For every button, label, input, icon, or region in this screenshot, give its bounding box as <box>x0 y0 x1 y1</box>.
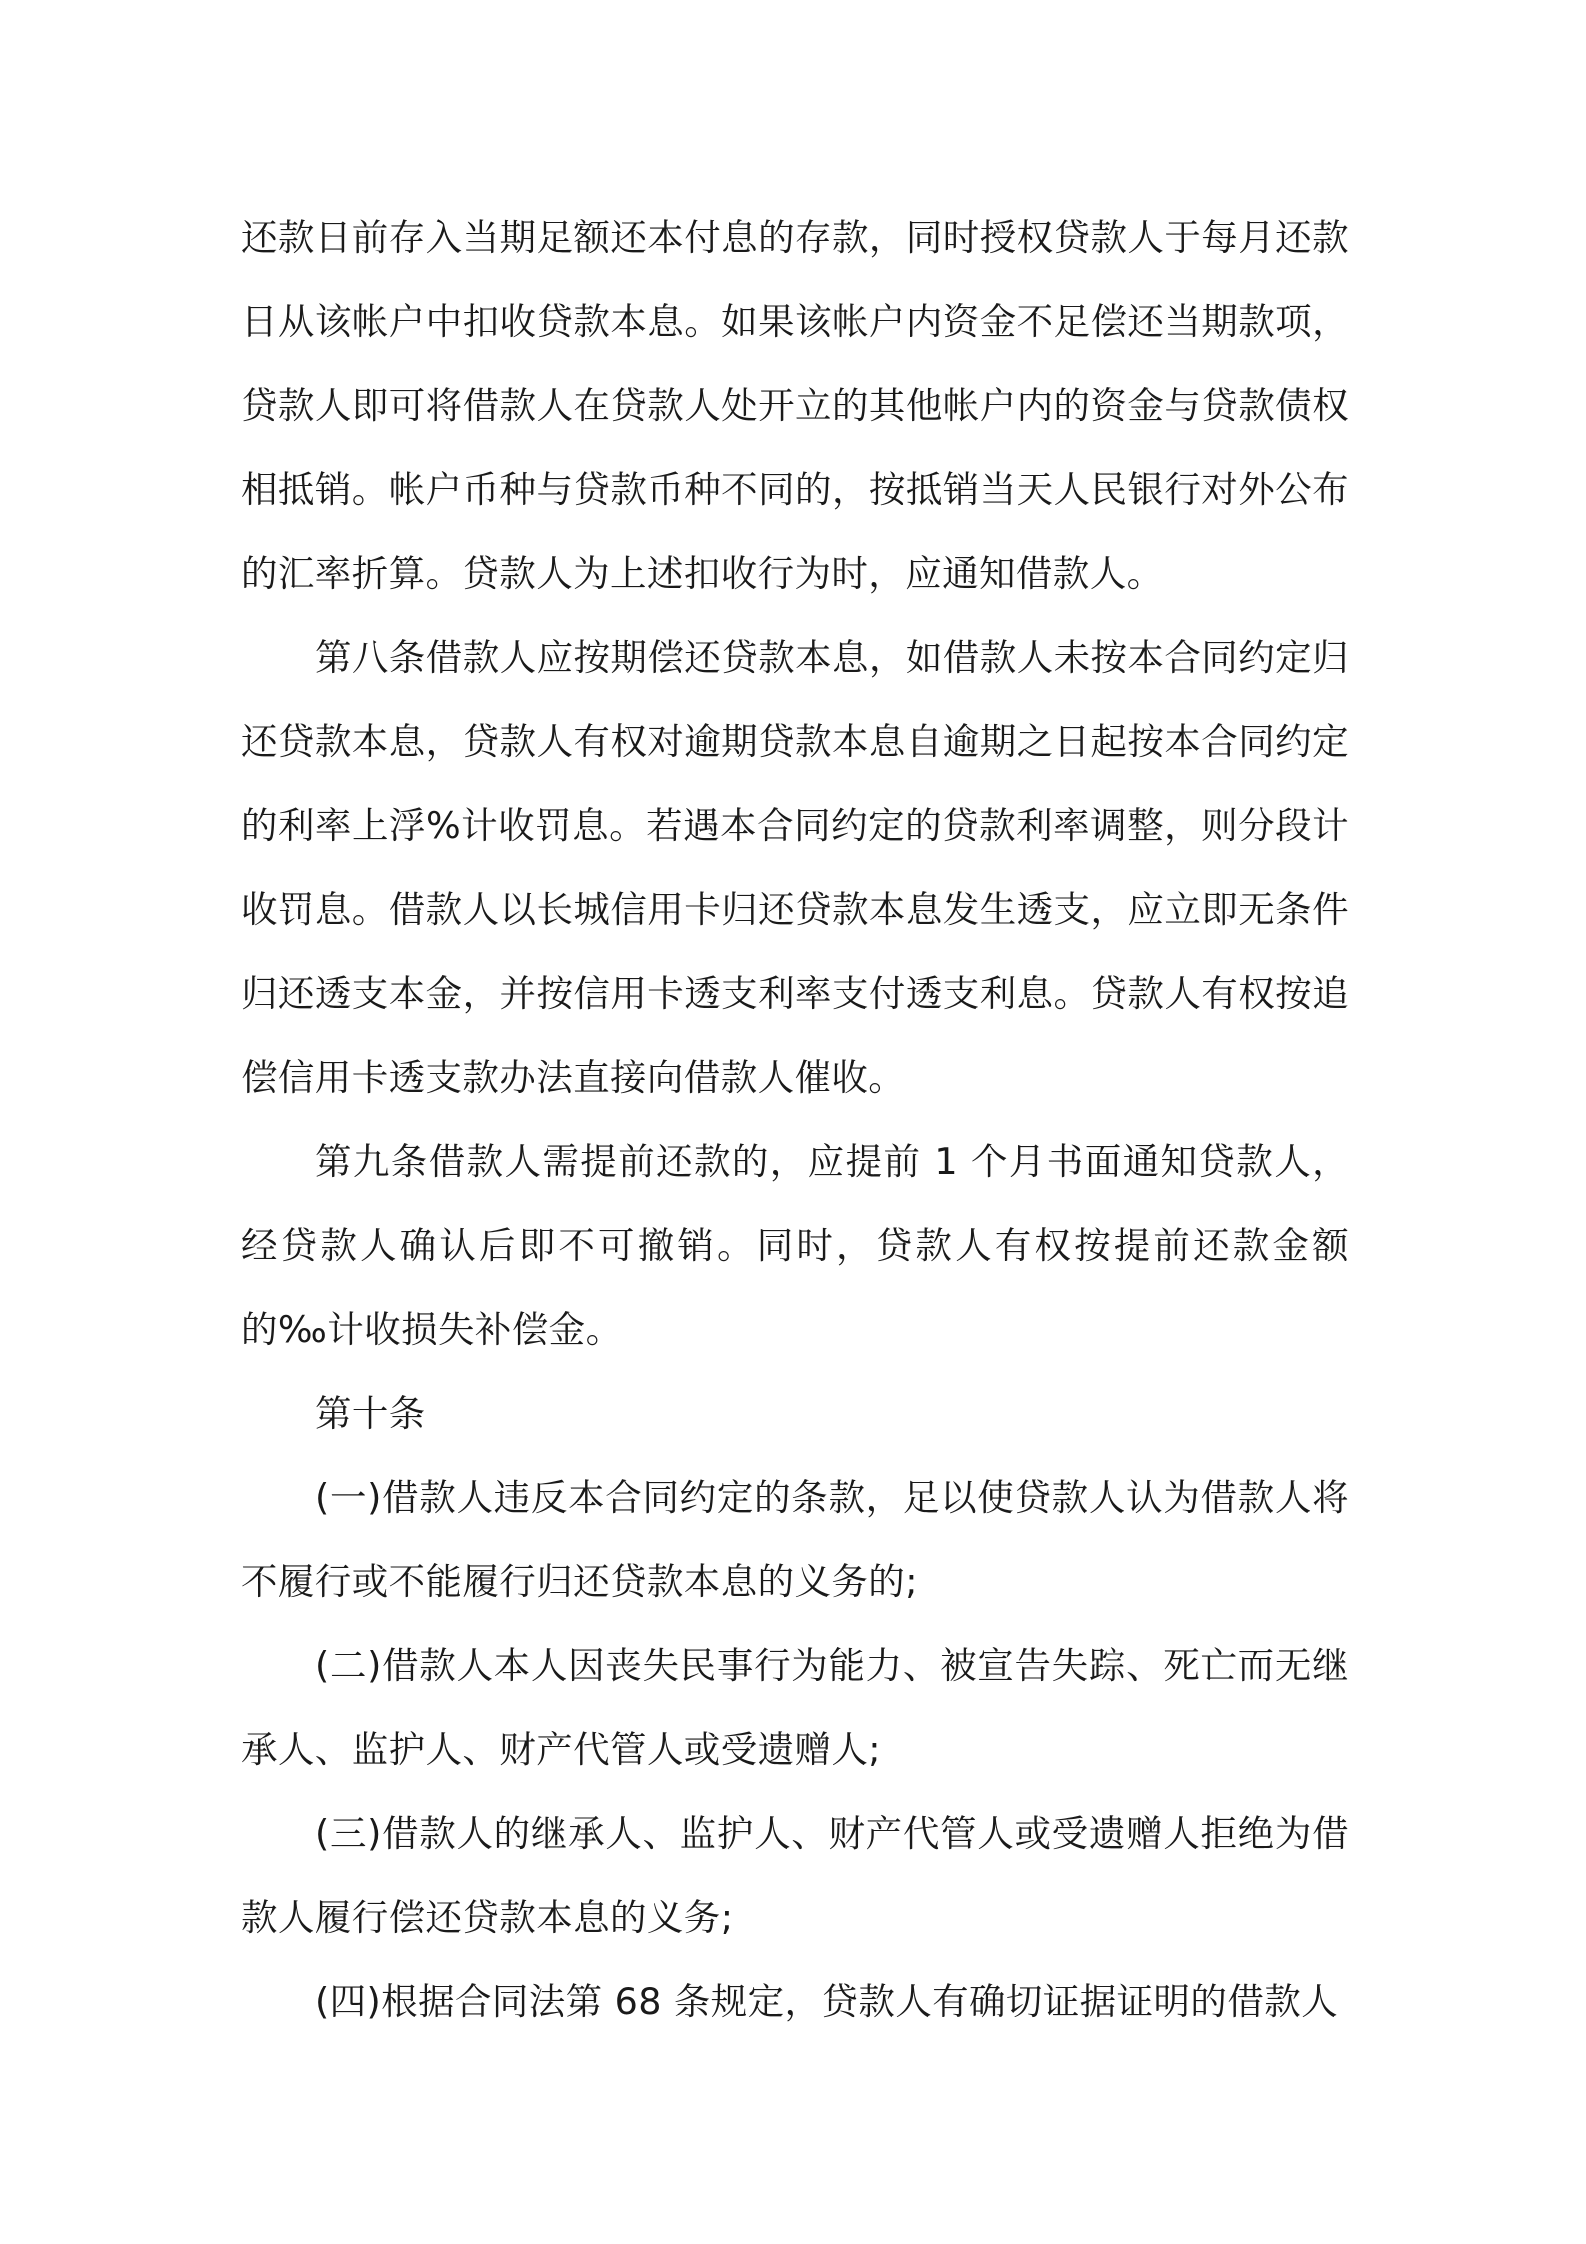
paragraph-article-9: 第九条借款人需提前还款的，应提前 1 个月书面通知贷款人，经贷款人确认后即不可撤销。同时，贷款人有权按提前还款金额的‰计收损失补偿金。 <box>241 1140 1349 1351</box>
paragraph-article-8: 第八条借款人应按期偿还贷款本息，如借款人未按本合同约定归还贷款本息，贷款人有权对逾期贷款本息自逾期之日起按本合同约定的利率上浮%计收罚息。若遇本合同约定的贷款利率调整，则分段计收罚息。借款人以长城信用卡归还贷款本息发生透支，应立即无条件归还透支本金，并按信用卡透支利率支付透支利息。贷款人有权按追偿信用卡透支款办法直接向借款人催收。 <box>241 636 1349 1099</box>
document-body <box>241 196 1349 2044</box>
paragraph-article-10-item-1: (一)借款人违反本合同约定的条款，足以使贷款人认为借款人将不履行或不能履行归还贷款本息的义务的; <box>241 1476 1349 1603</box>
paragraph-repayment-account: 还款日前存入当期足额还本付息的存款，同时授权贷款人于每月还款日从该帐户中扣收贷款本息。如果该帐户内资金不足偿还当期款项，贷款人即可将借款人在贷款人处开立的其他帐户内的资金与贷款债权相抵销。帐户币种与贷款币种不同的，按抵销当天人民银行对外公布的汇率折算。贷款人为上述扣收行为时，应通知借款人。 <box>241 216 1349 595</box>
paragraph-article-10-item-4: (四)根据合同法第 68 条规定，贷款人有确切证据证明的借款人 <box>315 1980 1339 2023</box>
paragraph-article-10-item-2: (二)借款人本人因丧失民事行为能力、被宣告失踪、死亡而无继承人、监护人、财产代管人或受遗赠人; <box>241 1644 1349 1771</box>
paragraph-article-10-heading: 第十条 <box>315 1392 426 1435</box>
paragraph-article-10-item-3: (三)借款人的继承人、监护人、财产代管人或受遗赠人拒绝为借款人履行偿还贷款本息的义务; <box>241 1812 1349 1939</box>
